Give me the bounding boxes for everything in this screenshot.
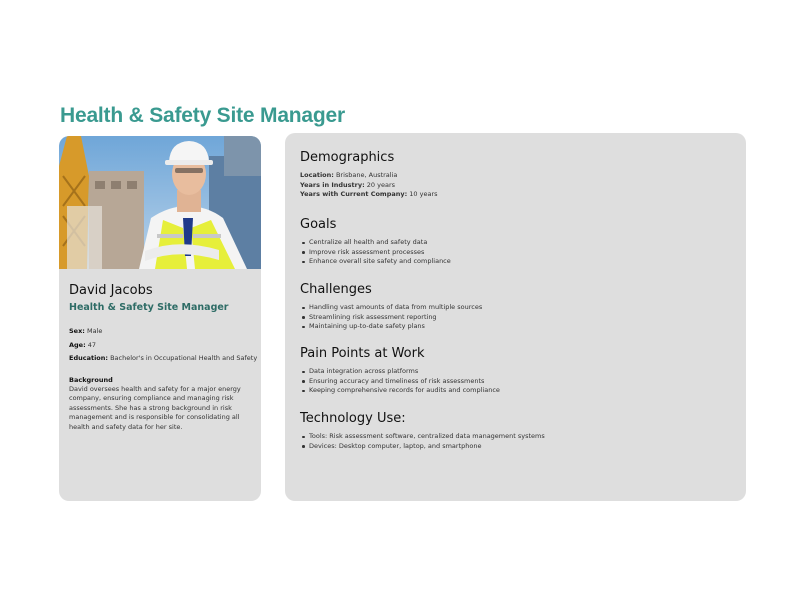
profile-name: David Jacobs xyxy=(69,283,153,298)
list-item: Keeping comprehensive records for audits and compliance xyxy=(309,386,500,394)
section-title: Demographics xyxy=(300,150,395,165)
section-goals xyxy=(300,217,451,267)
page-title: Health & Safety Site Manager xyxy=(60,104,345,127)
fact-value: 47 xyxy=(87,341,97,349)
fact-sex xyxy=(69,327,102,335)
goals-list xyxy=(300,238,451,267)
fact-label: Education: xyxy=(69,354,108,362)
fact-label: Sex: xyxy=(69,327,85,335)
section-title: Goals xyxy=(300,217,337,232)
list-item: Enhance overall site safety and compliance xyxy=(309,257,451,265)
section-title: Challenges xyxy=(300,282,372,297)
section-title: Pain Points at Work xyxy=(300,346,425,361)
section-title: Technology Use: xyxy=(300,411,406,426)
background-title: Background xyxy=(69,376,113,384)
list-item: Centralize all health and safety data xyxy=(309,238,451,248)
demographic-years-industry xyxy=(300,181,438,191)
line-label: Location: xyxy=(300,171,334,179)
fact-education xyxy=(69,354,257,362)
line-label: Years with Current Company: xyxy=(300,190,408,198)
profile-role: Health & Safety Site Manager xyxy=(69,302,229,313)
line-value: 10 years xyxy=(409,190,438,198)
fact-label: Age: xyxy=(69,341,86,349)
fact-age xyxy=(69,341,96,349)
list-item: Streamlining risk assessment reporting xyxy=(309,313,482,323)
fact-value: Male xyxy=(86,327,103,335)
list-item: Ensuring accuracy and timeliness of risk assessments xyxy=(309,377,500,387)
technology-list xyxy=(300,432,545,451)
demographic-location xyxy=(300,171,438,181)
list-item: Devices: Desktop computer, laptop, and smartphone xyxy=(309,442,545,452)
line-value: Brisbane, Australia xyxy=(335,171,398,179)
demographic-years-company xyxy=(300,190,438,200)
section-demographics xyxy=(300,150,438,200)
line-label: Years in Industry: xyxy=(300,180,365,189)
list-item: Handling vast amounts of data from multiple sources xyxy=(309,303,483,311)
list-item: Data integration across platforms xyxy=(309,367,500,377)
pain-points-list xyxy=(300,367,500,396)
list-item: Tools: Risk assessment software, centralized data management systems xyxy=(309,432,545,440)
section-pain-points xyxy=(300,346,500,396)
background-text: David oversees health and safety for a major energy company, ensuring compliance and managing risk assessments. She has a strong background in risk management and is responsible for consolidating all health and safety data for her site. xyxy=(69,385,241,431)
list-item: Maintaining up-to-date safety plans xyxy=(309,322,482,332)
challenges-list xyxy=(300,303,482,332)
section-challenges xyxy=(300,282,482,332)
profile-photo xyxy=(59,136,261,269)
details-card xyxy=(285,133,746,501)
list-item: Improve risk assessment processes xyxy=(309,248,451,258)
line-value: 20 years xyxy=(366,180,396,189)
section-technology xyxy=(300,411,545,451)
fact-value: Bachelor's in Occupational Health and Safety xyxy=(110,354,258,362)
profile-card xyxy=(59,136,261,501)
